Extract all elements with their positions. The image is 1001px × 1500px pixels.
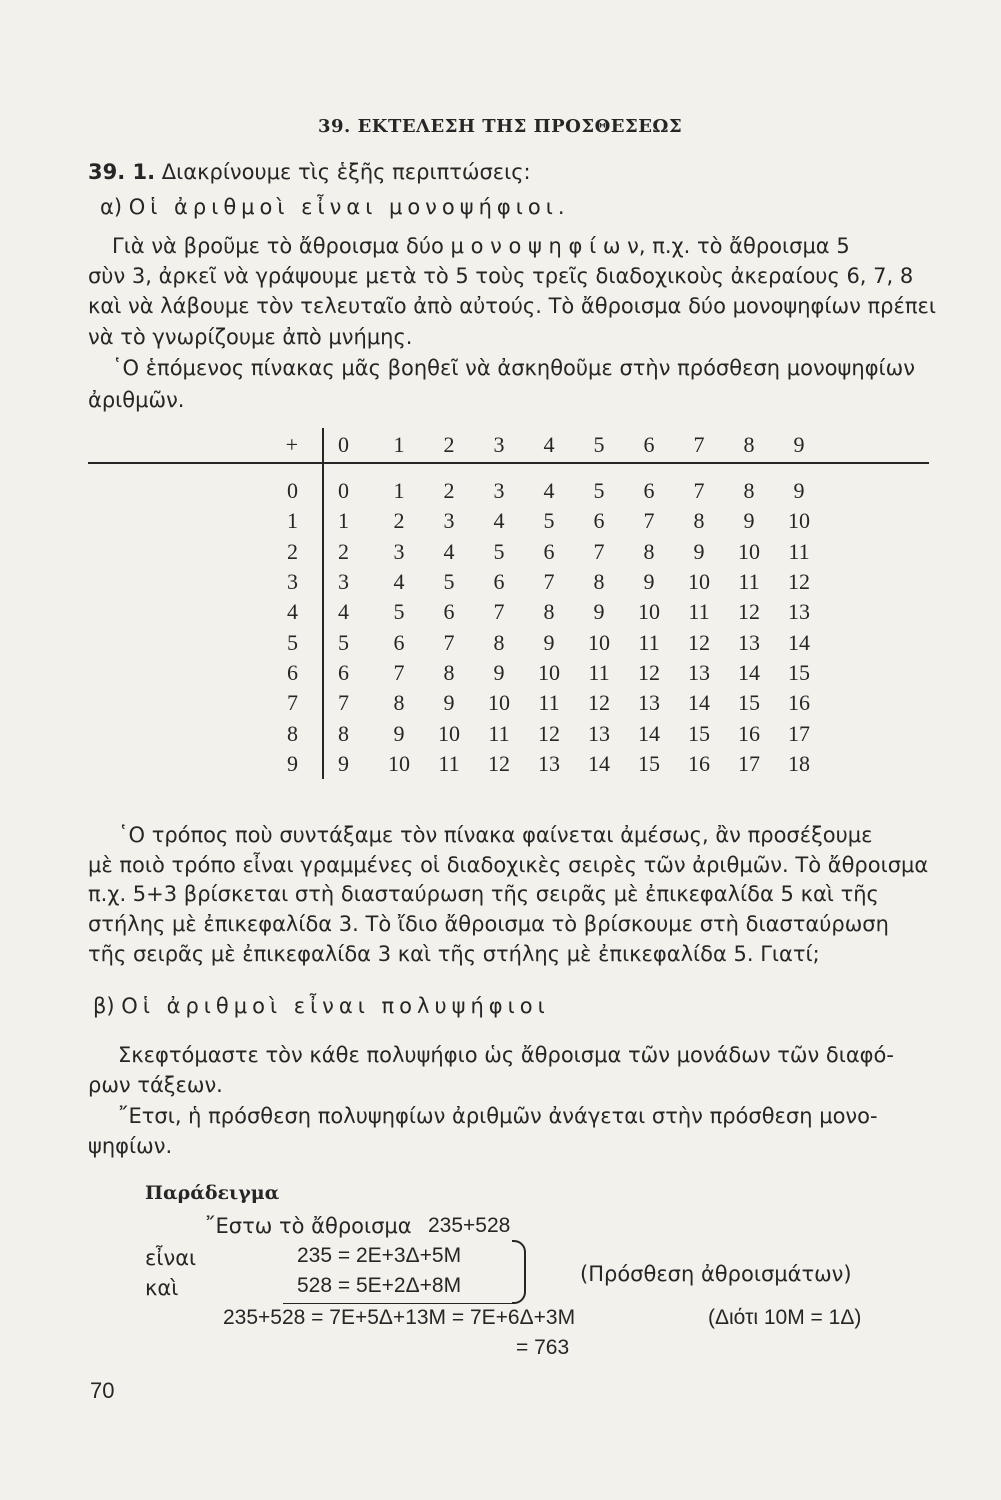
table-cell: 16: [738, 720, 760, 746]
table-cell: 10: [788, 508, 810, 534]
table-cell: 10: [688, 569, 710, 595]
table-row: [88, 688, 929, 718]
table-cell: 7: [443, 629, 455, 655]
table-cell: 13: [588, 720, 610, 746]
table-cell: 11: [688, 599, 710, 625]
table-cell: 3: [443, 508, 455, 534]
table-cell: 8: [643, 538, 655, 564]
table-col-header: 9: [774, 428, 824, 463]
example-line2-expr: 528 = 5E+2Δ+8M: [297, 1274, 462, 1297]
table-row-header: 3: [88, 567, 323, 597]
para3-line: π.χ. 5+3 βρίσκεται στὴ διασταύρωση τῆς σειρᾶς μὲ ἐπικεφαλίδα 5 καὶ τῆς: [88, 882, 879, 906]
example-line3-expr: 235+528 = 7E+5Δ+13M = 7E+6Δ+3M: [223, 1306, 576, 1329]
example-line0-text: ῎Εστω τὸ ἄθροισμα: [205, 1214, 412, 1238]
table-row-header: 7: [88, 688, 323, 718]
table-cell: 10: [538, 659, 560, 685]
table-cell: 9: [593, 599, 605, 625]
table-row-header: 0: [88, 463, 323, 506]
table-col-header: 1: [374, 428, 424, 463]
table-header-rule-extension: [824, 428, 929, 463]
table-cell: 14: [788, 629, 810, 655]
table-cell: 18: [788, 750, 810, 776]
para3-line: ῾Ο τρόπος ποὺ συντάξαμε τὸν πίνακα φαίνεται ἀμέσως, ἂν προσέξουμε: [118, 823, 873, 847]
table-cell: 12: [538, 720, 560, 746]
table-cell: 12: [588, 690, 610, 716]
table-row-header: 4: [88, 597, 323, 627]
table-cell: 11: [438, 750, 460, 776]
table-cell: 12: [638, 659, 660, 685]
sum-underline: [283, 1303, 515, 1304]
para2-line: ῾Ο ἑπόμενος πίνακας μᾶς βοηθεῖ νὰ ἀσκηθοῦμε στὴν πρόσθεση μονοψηφίων: [112, 356, 915, 380]
table-cell: 8: [743, 478, 755, 504]
table-cell: 11: [638, 629, 660, 655]
table-cell: 12: [738, 599, 760, 625]
table-cell: 4: [393, 569, 405, 595]
table-cell: 5: [593, 478, 605, 504]
table-cell: 9: [443, 690, 455, 716]
table-cell: 5: [338, 629, 349, 655]
table-cell: 11: [538, 690, 560, 716]
table-cell: 6: [338, 659, 349, 685]
table-cell: 8: [593, 569, 605, 595]
table-row: [88, 463, 929, 506]
table-row: [88, 627, 929, 657]
table-cell: 8: [493, 629, 505, 655]
para3-line: τῆς σειρᾶς μὲ ἐπικεφαλίδα 3 καὶ τῆς στήλης μὲ ἐπικεφαλίδα 5. Γιατί;: [88, 942, 820, 966]
table-cell: 4: [543, 478, 555, 504]
example-line0-expr: 235+528: [428, 1214, 511, 1237]
table-col-header: 4: [524, 428, 574, 463]
para1-line: νὰ τὸ γνωρίζουμε ἀπὸ μνήμης.: [88, 325, 413, 349]
table-col-header: 8: [724, 428, 774, 463]
table-cell: 5: [393, 599, 405, 625]
para1-line: Γιὰ νὰ βροῦμε τὸ ἄθροισμα δύο μ ο ν ο ψ η φ ί ω ν, π.χ. τὸ ἄθροισμα 5: [112, 234, 850, 258]
table-col-header: 2: [424, 428, 474, 463]
table-cell: 10: [438, 720, 460, 746]
table-cell: 6: [543, 538, 555, 564]
para4-line: Σκεφτόμαστε τὸν κάθε πολυψήφιο ὡς ἄθροισμα τῶν μονάδων τῶν διαφό-: [118, 1043, 894, 1067]
table-row: [88, 567, 929, 597]
table-cell: 2: [338, 538, 349, 564]
case-b-label: β): [93, 994, 115, 1018]
table-cell: 9: [643, 569, 655, 595]
table-cell: 17: [788, 720, 810, 746]
table-cell: 15: [788, 659, 810, 685]
subsection-number: 39. 1.: [88, 160, 156, 184]
table-cell: 3: [493, 478, 505, 504]
table-cell: 6: [443, 599, 455, 625]
table-cell: 7: [338, 690, 349, 716]
table-cell: 10: [588, 629, 610, 655]
table-cell: 9: [338, 750, 349, 776]
table-row-header: 9: [88, 749, 323, 779]
table-cell: 10: [488, 690, 510, 716]
table-cell: 6: [643, 478, 655, 504]
table-cell: 4: [493, 508, 505, 534]
table-cell: 9: [693, 538, 705, 564]
addition-table: [88, 428, 929, 779]
example-line1-label: εἶναι: [145, 1246, 197, 1270]
right-brace: [512, 1240, 526, 1304]
table-cell: 7: [693, 478, 705, 504]
example-title: Παράδειγμα: [145, 1182, 280, 1204]
table-cell: 7: [393, 659, 405, 685]
table-header-row: [88, 428, 929, 463]
table-cell: 16: [688, 750, 710, 776]
table-cell: 3: [393, 538, 405, 564]
brace-note: (Πρόσθεση ἀθροισμάτων): [580, 1262, 852, 1286]
table-cell: 15: [738, 690, 760, 716]
table-col-header: 7: [674, 428, 724, 463]
table-cell: 4: [443, 538, 455, 564]
table-col-header: 3: [474, 428, 524, 463]
table-cell: 9: [393, 720, 405, 746]
table-col-header: 0: [323, 428, 374, 463]
table-cell: 2: [393, 508, 405, 534]
table-row-header: 6: [88, 658, 323, 688]
table-cell: 6: [393, 629, 405, 655]
table-row: [88, 597, 929, 627]
para1-line: σὺν 3, ἀρκεῖ νὰ γράψουμε μετὰ τὸ 5 τοὺς τρεῖς διαδοχικοὺς ἀκεραίους 6, 7, 8: [88, 264, 914, 288]
table-row: [88, 537, 929, 567]
para2-line: ἀριθμῶν.: [88, 388, 185, 412]
table-cell: 8: [693, 508, 705, 534]
section-title: 39. ΕΚΤΕΛΕΣΗ ΤΗΣ ΠΡΟΣΘΕΣΕΩΣ: [318, 116, 683, 137]
table-cell: 14: [738, 659, 760, 685]
subsection-intro-text: Διακρίνουμε τὶς ἑξῆς περιπτώσεις:: [161, 160, 531, 184]
table-cell: 6: [493, 569, 505, 595]
table-cell: 13: [688, 659, 710, 685]
table-cell: 9: [793, 478, 805, 504]
example-line1-expr: 235 = 2E+3Δ+5M: [297, 1244, 462, 1267]
table-cell: 3: [338, 569, 349, 595]
table-row: [88, 658, 929, 688]
table-cell: 12: [788, 569, 810, 595]
para3-line: στήλης μὲ ἐπικεφαλίδα 3. Τὸ ἴδιο ἄθροισμα τὸ βρίσκουμε στὴ διασταύρωση: [88, 912, 889, 936]
table-cell: 9: [493, 659, 505, 685]
table-row-header: 1: [88, 506, 323, 536]
para5-line: ψηφίων.: [88, 1134, 173, 1158]
table-cell: 13: [638, 690, 660, 716]
para1-line: καὶ νὰ λάβουμε τὸν τελευταῖο ἀπὸ αὐτούς. Τὸ ἄθροισμα δύο μονοψηφίων πρέπει: [88, 294, 936, 318]
para3-line: μὲ ποιὸ τρόπο εἶναι γραμμένες οἱ διαδοχικὲς σειρὲς τῶν ἀριθμῶν. Τὸ ἄθροισμα: [88, 853, 929, 877]
table-cell: 15: [638, 750, 660, 776]
page-number: 70: [90, 1378, 115, 1403]
table-cell: 6: [593, 508, 605, 534]
table-cell: 9: [743, 508, 755, 534]
table-row: [88, 718, 929, 748]
table-cell: 12: [488, 750, 510, 776]
table-cell: 9: [543, 629, 555, 655]
table-cell: 13: [738, 629, 760, 655]
table-cell: 11: [488, 720, 510, 746]
table-body: [88, 463, 929, 779]
para5-line: ῎Ετσι, ἡ πρόσθεση πολυψηφίων ἀριθμῶν ἀνάγεται στὴν πρόσθεση μονο-: [118, 1104, 878, 1128]
table-cell: 11: [588, 659, 610, 685]
table-col-header: 6: [624, 428, 674, 463]
para4-line: ρων τάξεων.: [88, 1073, 223, 1097]
table-row: [88, 749, 929, 779]
table-row-header: 2: [88, 537, 323, 567]
table-cell: 14: [588, 750, 610, 776]
table-cell: 7: [593, 538, 605, 564]
table-cell: 15: [688, 720, 710, 746]
table-cell: 8: [443, 659, 455, 685]
table-cell: 0: [338, 478, 349, 504]
table-cell: 5: [543, 508, 555, 534]
table-cell: 16: [788, 690, 810, 716]
table-cell: 13: [788, 599, 810, 625]
table-cell: 12: [688, 629, 710, 655]
case-a-title: Οἱ ἀριθμοὶ εἶναι μονοψήφιοι.: [128, 195, 570, 219]
table-cell: 2: [443, 478, 455, 504]
table-cell: 10: [388, 750, 410, 776]
table-col-header: 5: [574, 428, 624, 463]
subsection-intro: [88, 160, 531, 184]
case-b-title: Οἱ ἀριθμοὶ εἶναι πολυψήφιοι: [121, 994, 550, 1018]
case-b-heading: [93, 994, 550, 1018]
table-cell: 11: [788, 538, 810, 564]
table-row-header: 5: [88, 627, 323, 657]
table-row: [88, 506, 929, 536]
case-a-heading: [100, 195, 570, 219]
table-cell: 10: [638, 599, 660, 625]
example-result: = 763: [516, 1336, 570, 1359]
table-cell: 10: [738, 538, 760, 564]
table-corner-plus: +: [88, 428, 323, 463]
example-line3-note: (Διότι 10M = 1Δ): [708, 1306, 862, 1329]
example-line2-label: καὶ: [145, 1276, 179, 1300]
case-a-label: α): [100, 195, 123, 219]
table-cell: 8: [338, 720, 349, 746]
table-cell: 7: [493, 599, 505, 625]
table-cell: 14: [688, 690, 710, 716]
table-cell: 13: [538, 750, 560, 776]
table-cell: 14: [638, 720, 660, 746]
table-cell: 4: [338, 599, 349, 625]
table-cell: 8: [543, 599, 555, 625]
table-cell: 17: [738, 750, 760, 776]
table-cell: 11: [738, 569, 760, 595]
table-cell: 7: [543, 569, 555, 595]
table-cell: 7: [643, 508, 655, 534]
table-cell: 5: [443, 569, 455, 595]
table-row-header: 8: [88, 718, 323, 748]
table-cell: 1: [393, 478, 405, 504]
table-cell: 5: [493, 538, 505, 564]
table-cell: 1: [338, 508, 349, 534]
table-cell: 8: [393, 690, 405, 716]
